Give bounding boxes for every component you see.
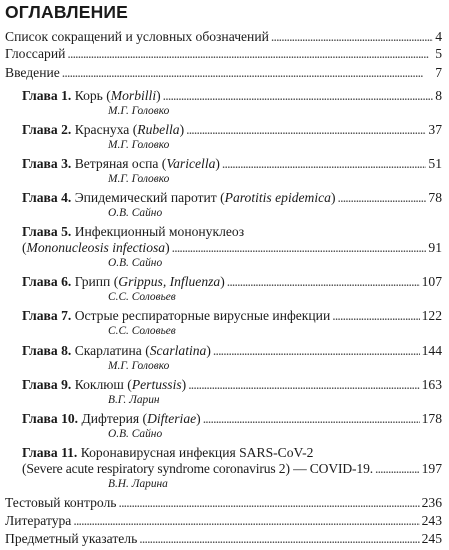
leader-dots	[203, 411, 420, 427]
chapter-author: О.В. Сайно	[108, 207, 163, 219]
leader-dots	[222, 156, 426, 172]
leader-dots	[188, 377, 419, 393]
chapter-label: Глава 1.	[22, 88, 72, 103]
leader-dots	[163, 88, 434, 104]
leader-dots	[375, 461, 420, 477]
leader-dots	[139, 531, 419, 547]
toc-entry-chapter-2[interactable]: Глава 2. Краснуха (Rubella) . . . 37	[22, 122, 442, 138]
page-number: 91	[428, 240, 442, 255]
toc-entry-glossary[interactable]: Глоссарий . . . 5	[5, 46, 442, 62]
page-number: 163	[421, 377, 442, 392]
chapter-author: М.Г. Головко	[108, 173, 170, 185]
page-number: 4	[435, 29, 442, 44]
chapter-label: Глава 4.	[22, 190, 72, 205]
toc-entry-chapter-5[interactable]: Глава 5. Инфекционный мононуклеоз	[22, 224, 245, 239]
chapter-label: Глава 7.	[22, 308, 72, 323]
chapter-author: М.Г. Головко	[108, 360, 170, 372]
chapter-label: Глава 2.	[22, 122, 72, 137]
chapter-author: М.Г. Головко	[108, 139, 170, 151]
chapter-author: В.Г. Ларин	[108, 394, 160, 406]
page-number: 8	[435, 88, 442, 103]
page-number: 236	[421, 495, 442, 510]
chapter-author: О.В. Сайно	[108, 428, 163, 440]
toc-entry-subject-index[interactable]: Предметный указатель . . . 245	[5, 531, 442, 547]
page-number: 197	[421, 461, 442, 476]
toc-entry-introduction[interactable]: Введение . . . 7	[5, 65, 442, 81]
toc-entry-chapter-11[interactable]: Глава 11. Коронавирусная инфекция SARS-CoV-2	[22, 445, 314, 460]
page-number: 245	[421, 531, 442, 546]
page-number: 7	[435, 65, 442, 80]
toc-entry-test-control[interactable]: Тестовый контроль . . . 236	[5, 495, 442, 511]
chapter-label: Глава 10.	[22, 411, 79, 426]
page-number: 107	[421, 274, 442, 289]
chapter-author: С.С. Соловьев	[108, 291, 176, 303]
toc-entry-chapter-9[interactable]: Глава 9. Коклюш (Pertussis) . . . 163	[22, 377, 442, 393]
chapter-author: М.Г. Головко	[108, 105, 170, 117]
chapter-author: В.Н. Ларина	[108, 478, 168, 490]
toc-entry-chapter-1[interactable]: Глава 1. Корь (Morbilli) . . . 8	[22, 88, 442, 104]
toc-entry-chapter-8[interactable]: Глава 8. Скарлатина (Scarlatina) . . . 144	[22, 343, 442, 359]
leader-dots	[227, 274, 420, 290]
chapter-label: Глава 3.	[22, 156, 72, 171]
leader-dots	[73, 513, 419, 529]
leader-dots	[67, 46, 433, 62]
leader-dots	[186, 122, 426, 138]
leader-dots	[172, 240, 427, 256]
leader-dots	[271, 29, 433, 45]
page-number: 122	[421, 308, 442, 323]
chapter-author: О.В. Сайно	[108, 257, 163, 269]
chapter-label: Глава 11.	[22, 445, 78, 460]
leader-dots	[62, 65, 433, 81]
toc-entry-chapter-11-cont[interactable]: (Severe acute respiratory syndrome coronavirus 2) — COVID-19. . . . 197	[22, 461, 442, 477]
leader-dots	[332, 308, 419, 324]
page-number: 5	[435, 46, 442, 61]
page-number: 243	[421, 513, 442, 528]
chapter-author: С.С. Соловьев	[108, 325, 176, 337]
leader-dots	[338, 190, 427, 206]
chapter-label: Глава 6.	[22, 274, 72, 289]
chapter-label: Глава 5.	[22, 224, 72, 239]
toc-entry-chapter-4[interactable]: Глава 4. Эпидемический паротит (Parotitis epidemica) . . . 78	[22, 190, 442, 206]
toc-entry-abbreviations[interactable]: Список сокращений и условных обозначений . . . 4	[5, 29, 442, 45]
chapter-label: Глава 8.	[22, 343, 72, 358]
page-number: 178	[421, 411, 442, 426]
page-number: 51	[428, 156, 442, 171]
toc-entry-chapter-3[interactable]: Глава 3. Ветряная оспа (Varicella) . . . 51	[22, 156, 442, 172]
chapter-label: Глава 9.	[22, 377, 72, 392]
page-number: 78	[428, 190, 442, 205]
page-title: ОГЛАВЛЕНИЕ	[5, 2, 129, 22]
toc-entry-chapter-7[interactable]: Глава 7. Острые респираторные вирусные инфекции . . . 122	[22, 308, 442, 324]
toc-entry-chapter-5-cont[interactable]: (Mononucleosis infectiosa) . . . 91	[22, 240, 442, 256]
toc-entry-chapter-6[interactable]: Глава 6. Грипп (Grippus, Influenza) . . . 107	[22, 274, 442, 290]
leader-dots	[213, 343, 420, 359]
toc-entry-chapter-10[interactable]: Глава 10. Дифтерия (Difteriae) . . . 178	[22, 411, 442, 427]
page-number: 37	[428, 122, 442, 137]
page-number: 144	[421, 343, 442, 358]
leader-dots	[118, 495, 419, 511]
toc-entry-literature[interactable]: Литература . . . 243	[5, 513, 442, 529]
